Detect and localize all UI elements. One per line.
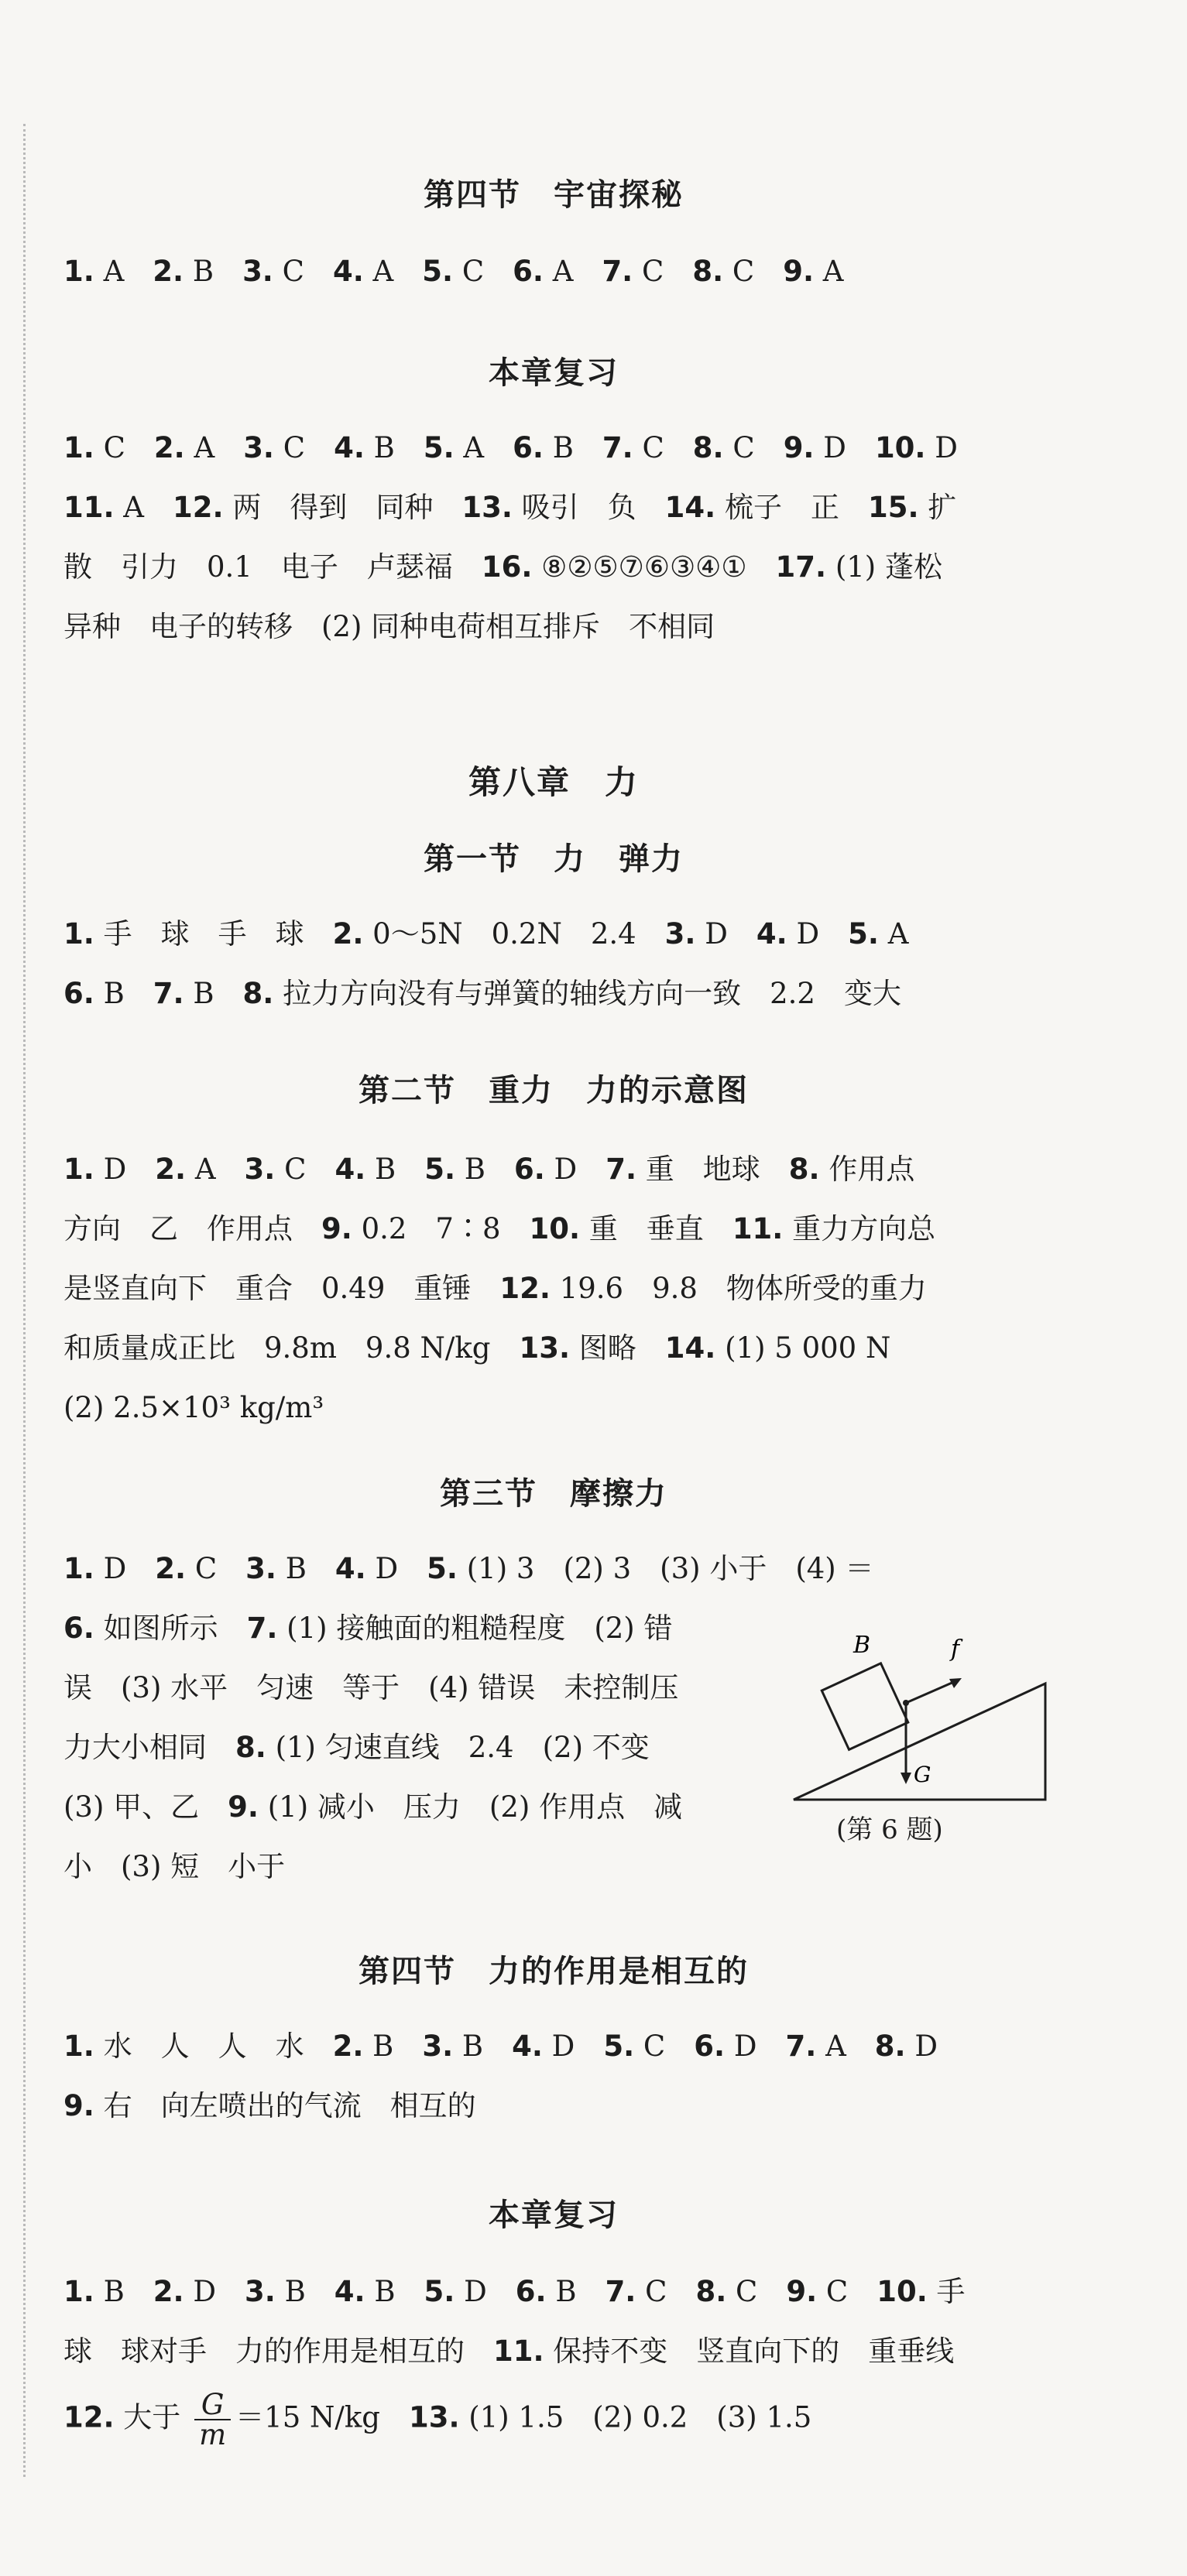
question-number: 13. <box>461 491 513 524</box>
question-number: 1. <box>63 917 94 951</box>
answer-text: D <box>365 1552 427 1585</box>
answer-text: 右 向左喷出的气流 相互的 <box>94 2089 476 2122</box>
question-number: 7. <box>602 431 633 464</box>
fraction-denominator: m <box>199 2418 227 2451</box>
question-number: 10. <box>877 2275 928 2308</box>
answer-text: D <box>94 1153 156 1186</box>
question-number: 10. <box>529 1212 581 1245</box>
answer-text: 球 球对手 力的作用是相互的 <box>63 2334 493 2368</box>
answer-text: B <box>184 977 243 1010</box>
answer-text: 0.2 7∶8 <box>352 1212 530 1245</box>
question-number: 13. <box>519 1331 571 1365</box>
question-number: 12. <box>499 1272 551 1305</box>
answer-text: B <box>365 1153 425 1186</box>
question-number: 1. <box>63 1552 94 1585</box>
answer-text: B <box>453 2030 513 2063</box>
dotted-margin-line <box>23 124 26 2477</box>
question-number: 8. <box>692 255 724 288</box>
answer-text: B <box>276 1552 335 1585</box>
question-number: 2. <box>332 917 364 951</box>
answer-text: 作用点 <box>819 1153 915 1186</box>
question-number: 7. <box>785 2030 817 2063</box>
answer-line <box>63 1393 324 1422</box>
question-number: 3. <box>245 2275 276 2308</box>
answer-text: A <box>363 255 423 288</box>
answer-line <box>63 493 956 522</box>
section-title: 第四节 力的作用是相互的 <box>359 1953 749 1989</box>
question-number: 8. <box>695 2275 727 2308</box>
answer-text: 散 引力 0.1 电子 卢瑟福 <box>63 550 482 584</box>
question-number: 5. <box>424 2275 455 2308</box>
question-number: 8. <box>235 1731 266 1764</box>
question-number: 3. <box>242 255 273 288</box>
answer-text: B <box>363 2030 423 2063</box>
question-number: 9. <box>228 1790 259 1824</box>
answer-text: 重 地球 <box>636 1153 789 1186</box>
question-number: 4. <box>756 917 787 951</box>
question-number: 11. <box>63 491 115 524</box>
answer-text: (1) 匀速直线 2.4 (2) 不变 <box>266 1731 650 1764</box>
section-title: 本章复习 <box>489 355 619 391</box>
question-number: 3. <box>244 1153 276 1186</box>
question-number: 6. <box>513 431 544 464</box>
answer-text: C <box>453 255 513 288</box>
answer-text: C <box>636 2275 696 2308</box>
answer-line <box>63 2390 811 2449</box>
question-number: 6. <box>63 977 94 1010</box>
answer-text: C <box>273 255 333 288</box>
answer-text: D <box>455 2275 516 2308</box>
question-number: 4. <box>334 1552 366 1585</box>
answer-line <box>63 550 942 584</box>
answer-text: 0～5N 0.2N 2.4 <box>363 917 665 951</box>
question-number: 5. <box>422 255 454 288</box>
answer-text: A <box>543 255 602 288</box>
answer-text: 手 <box>927 2275 966 2308</box>
answer-text: (1) 减小 压力 (2) 作用点 减 <box>258 1790 683 1824</box>
question-number: 6. <box>694 2030 726 2063</box>
answer-text: C <box>634 2030 695 2063</box>
answer-text: C <box>274 431 334 464</box>
question-number: 12. <box>173 491 224 524</box>
answer-text: C <box>275 1153 335 1186</box>
answer-text: D <box>925 431 958 464</box>
question-number: 9. <box>783 255 815 288</box>
question-number: 2. <box>153 2275 184 2308</box>
answer-text: A <box>184 431 244 464</box>
question-number: 8. <box>242 977 274 1010</box>
answer-text: B <box>184 255 243 288</box>
question-number: 1. <box>63 431 94 464</box>
answer-text: D <box>695 917 756 951</box>
question-number: 14. <box>664 1331 716 1365</box>
answer-text: B <box>546 2275 606 2308</box>
answer-text: A <box>186 1153 245 1186</box>
figure-label-block: B <box>853 1632 871 1659</box>
answer-text: C <box>817 2275 877 2308</box>
answer-text: C <box>94 431 154 464</box>
question-number: 7. <box>606 1153 637 1186</box>
question-number: 17. <box>775 550 827 584</box>
answer-text: D <box>544 1153 606 1186</box>
answer-line <box>63 1614 673 1643</box>
answer-line <box>63 1214 935 1243</box>
section-title: 第一节 力 弹力 <box>424 841 684 877</box>
answer-line <box>63 612 715 641</box>
question-number: 16. <box>481 550 533 584</box>
question-number: 6. <box>513 1153 545 1186</box>
question-number: 4. <box>512 2030 543 2063</box>
section-title: 第三节 摩擦力 <box>440 1475 667 1512</box>
answer-text: 是竖直向下 重合 0.49 重锤 <box>63 1272 500 1305</box>
answer-text: D <box>814 431 875 464</box>
answer-line <box>63 2277 966 2306</box>
question-number: 8. <box>788 1153 820 1186</box>
answer-text: D <box>905 2030 938 2063</box>
question-number: 9. <box>321 1212 352 1245</box>
question-number: 9. <box>786 2275 818 2308</box>
question-number: 14. <box>664 491 716 524</box>
answer-text: 异种 电子的转移 (2) 同种电荷相互排斥 不相同 <box>63 610 715 643</box>
answer-text: A <box>94 255 153 288</box>
answer-text: B <box>364 431 424 464</box>
answer-text: 如图所示 <box>94 1612 247 1645</box>
question-number: 2. <box>153 431 185 464</box>
answer-text: B <box>94 2275 153 2308</box>
answer-line <box>63 2091 476 2120</box>
figure-caption: (第 6 题) <box>836 1814 943 1845</box>
question-number: 6. <box>515 2275 547 2308</box>
answer-text: 误 (3) 水平 匀速 等于 (4) 错误 未控制压 <box>63 1671 679 1704</box>
question-number: 1. <box>63 2275 94 2308</box>
answer-text: B <box>543 431 602 464</box>
question-number: 9. <box>783 431 815 464</box>
answer-text: (1) 1.5 (2) 0.2 (3) 1.5 <box>459 2400 812 2434</box>
question-number: 6. <box>63 1612 94 1645</box>
question-number: 15. <box>867 491 919 524</box>
question-number: 6. <box>513 255 544 288</box>
answer-text: 19.6 9.8 物体所受的重力 <box>550 1272 927 1305</box>
answer-text: B <box>94 977 153 1010</box>
question-number: 1. <box>63 255 94 288</box>
question-number: 4. <box>334 1153 366 1186</box>
question-number: 7. <box>602 255 633 288</box>
answer-text: C <box>723 431 784 464</box>
question-number: 5. <box>848 917 879 951</box>
answer-text: A <box>814 255 844 288</box>
answer-text: D <box>542 2030 604 2063</box>
question-number: 13. <box>408 2400 460 2434</box>
answer-text: 保持不变 竖直向下的 重垂线 <box>544 2334 955 2368</box>
question-number: 3. <box>422 2030 454 2063</box>
answer-text: 方向 乙 作用点 <box>63 1212 321 1245</box>
answer-text: 大于 <box>114 2400 190 2434</box>
question-number: 5. <box>427 1552 458 1585</box>
answer-text: 和质量成正比 9.8m 9.8 N/kg <box>63 1331 520 1365</box>
fraction-numerator: G <box>194 2390 231 2420</box>
answer-text: (1) 接触面的粗糙程度 (2) 错 <box>277 1612 673 1645</box>
answer-text: C <box>723 255 784 288</box>
answer-line <box>63 1673 678 1702</box>
question-number: 7. <box>605 2275 636 2308</box>
answer-text: 图略 <box>570 1331 665 1365</box>
answer-text: 扩 <box>918 491 957 524</box>
question-number: 10. <box>874 431 926 464</box>
answer-text: 水 人 人 水 <box>94 2030 333 2063</box>
answer-line <box>63 1554 874 1583</box>
answer-line <box>63 257 844 286</box>
answer-text: C <box>726 2275 787 2308</box>
question-number: 1. <box>63 2030 94 2063</box>
answer-text: D <box>725 2030 786 2063</box>
answer-text: 梳子 正 <box>715 491 868 524</box>
question-number: 2. <box>153 255 184 288</box>
question-number: 2. <box>155 1153 187 1186</box>
answer-line <box>63 2030 938 2063</box>
answer-line <box>63 2334 955 2368</box>
answer-text: (1) 5 000 N <box>715 1331 891 1365</box>
question-number: 2. <box>332 2030 364 2063</box>
figure-label-gravity: G <box>914 1762 931 1787</box>
question-number: 3. <box>245 1552 276 1585</box>
answer-text: (1) 3 (2) 3 (3) 小于 (4) ＝ <box>457 1552 874 1585</box>
answer-text: C <box>633 431 693 464</box>
answer-text: A <box>878 917 909 951</box>
question-number: 5. <box>603 2030 635 2063</box>
answer-text: D <box>94 1552 156 1585</box>
question-number: 7. <box>153 977 184 1010</box>
question-number: 11. <box>732 1212 784 1245</box>
question-number: 7. <box>246 1612 278 1645</box>
question-number: 3. <box>664 917 696 951</box>
answer-text: ⑧②⑤⑦⑥③④① <box>532 550 776 584</box>
fraction-g-over-m <box>194 2390 231 2449</box>
question-number: 3. <box>243 431 274 464</box>
question-number: 5. <box>423 431 455 464</box>
question-number: 8. <box>874 2030 906 2063</box>
answer-text: 两 得到 同种 <box>223 491 462 524</box>
answer-line <box>63 1733 650 1762</box>
answer-text: 拉力方向没有与弹簧的轴线方向一致 2.2 变大 <box>273 977 901 1010</box>
answer-text: 力大小相同 <box>63 1731 235 1764</box>
question-number: 5. <box>424 1153 456 1186</box>
answer-text: ＝15 N/kg <box>235 2400 409 2434</box>
answer-line <box>63 433 958 462</box>
answer-line <box>63 1274 927 1303</box>
answer-line <box>63 1790 683 1824</box>
answer-text: 吸引 负 <box>512 491 665 524</box>
answer-text: A <box>454 431 513 464</box>
section-title: 第二节 重力 力的示意图 <box>359 1072 749 1108</box>
chapter-title: 第八章 力 <box>468 763 639 801</box>
answer-line <box>63 1331 891 1365</box>
answer-text: D <box>184 2275 245 2308</box>
question-number: 11. <box>493 2334 544 2368</box>
answer-text: 小 (3) 短 小于 <box>63 1850 286 1883</box>
answer-text: C <box>633 255 693 288</box>
question-number: 2. <box>155 1552 187 1585</box>
answer-text: B <box>275 2275 334 2308</box>
question-number: 9. <box>63 2089 94 2122</box>
answer-text: D <box>787 917 849 951</box>
section-title: 本章复习 <box>489 2197 619 2233</box>
answer-text: 手 球 手 球 <box>94 917 333 951</box>
answer-text: (2) 2.5×10³ kg/m³ <box>63 1391 324 1424</box>
answer-text: B <box>365 2275 424 2308</box>
answer-text: (1) 蓬松 <box>826 550 942 584</box>
answer-line <box>63 979 901 1008</box>
question-number: 8. <box>692 431 724 464</box>
question-number: 1. <box>63 1153 94 1186</box>
answer-line <box>63 1852 285 1881</box>
answer-text: (3) 甲、乙 <box>63 1790 228 1824</box>
answer-text: A <box>816 2030 875 2063</box>
answer-line <box>63 917 909 951</box>
question-number: 4. <box>334 2275 365 2308</box>
answer-text: A <box>114 491 173 524</box>
question-number: 12. <box>63 2400 115 2434</box>
answer-text: B <box>455 1153 514 1186</box>
answer-text: 重力方向总 <box>783 1212 936 1245</box>
question-number: 4. <box>332 255 364 288</box>
question-number: 4. <box>334 431 365 464</box>
incline-figure <box>790 1610 1061 1842</box>
answer-line <box>63 1155 914 1184</box>
answer-text: C <box>186 1552 246 1585</box>
section-title: 第四节 宇宙探秘 <box>424 176 684 213</box>
figure-label-friction: f <box>951 1636 960 1663</box>
answer-text: 重 垂直 <box>580 1212 732 1245</box>
